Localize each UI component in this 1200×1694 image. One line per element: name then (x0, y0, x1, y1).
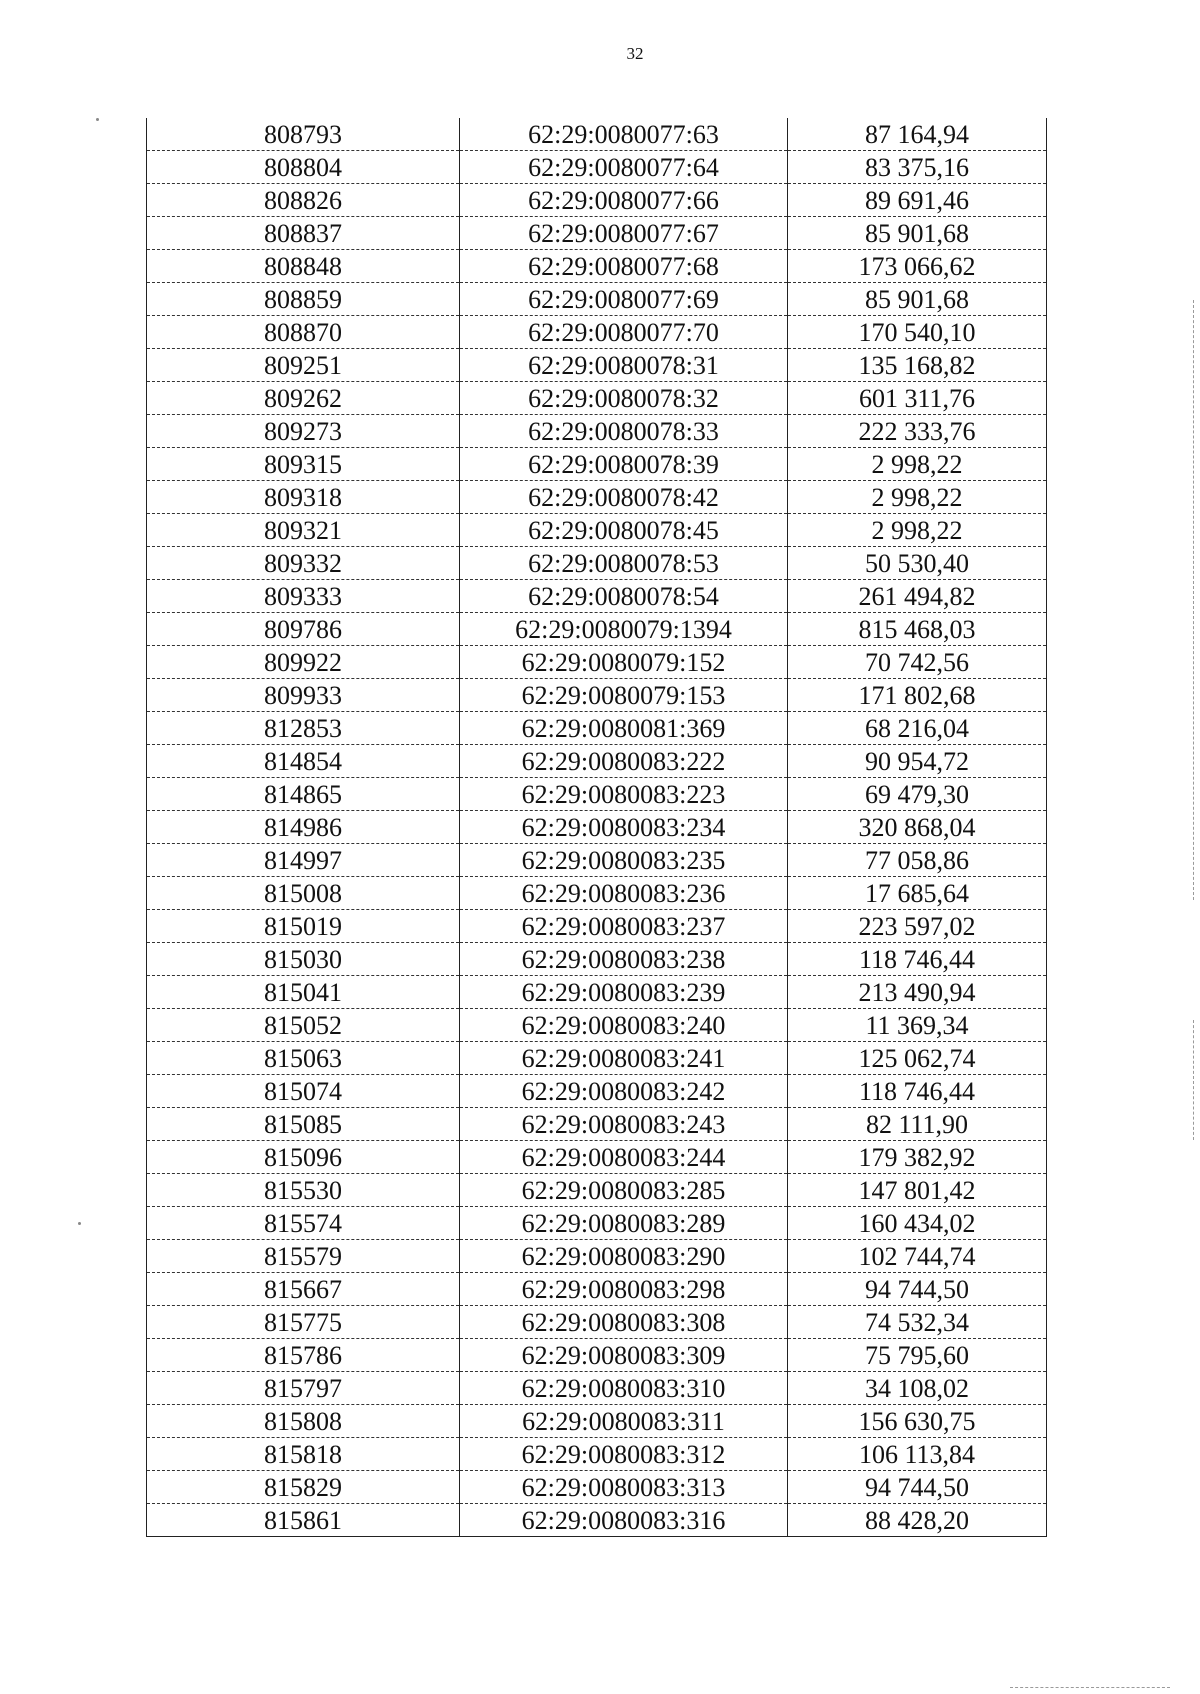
row-id-cell: 815530 (147, 1174, 460, 1207)
cadastral-number-cell: 62:29:0080083:289 (460, 1207, 788, 1240)
table-row (147, 1339, 1047, 1372)
row-id-cell: 815008 (147, 877, 460, 910)
cadastral-number-cell: 62:29:0080083:239 (460, 976, 788, 1009)
value-cell: 179 382,92 (788, 1141, 1047, 1174)
row-id-cell: 815574 (147, 1207, 460, 1240)
row-id-cell: 809262 (147, 382, 460, 415)
table-row (147, 1042, 1047, 1075)
table-row (147, 1009, 1047, 1042)
table-row (147, 1108, 1047, 1141)
table-row (147, 382, 1047, 415)
cadastral-number-cell: 62:29:0080083:241 (460, 1042, 788, 1075)
table-row (147, 580, 1047, 613)
row-id-cell: 812853 (147, 712, 460, 745)
table-row (147, 481, 1047, 514)
row-id-cell: 815052 (147, 1009, 460, 1042)
cadastral-number-cell: 62:29:0080083:243 (460, 1108, 788, 1141)
value-cell: 106 113,84 (788, 1438, 1047, 1471)
row-id-cell: 809332 (147, 547, 460, 580)
value-cell: 94 744,50 (788, 1273, 1047, 1306)
table-row (147, 118, 1047, 151)
table-row (147, 679, 1047, 712)
value-cell: 102 744,74 (788, 1240, 1047, 1273)
table-row (147, 283, 1047, 316)
row-id-cell: 815829 (147, 1471, 460, 1504)
cadastral-number-cell: 62:29:0080078:45 (460, 514, 788, 547)
cadastral-number-cell: 62:29:0080083:244 (460, 1141, 788, 1174)
row-id-cell: 808804 (147, 151, 460, 184)
value-cell: 82 111,90 (788, 1108, 1047, 1141)
value-cell: 118 746,44 (788, 943, 1047, 976)
row-id-cell: 815096 (147, 1141, 460, 1174)
cadastral-number-cell: 62:29:0080083:310 (460, 1372, 788, 1405)
row-id-cell: 808859 (147, 283, 460, 316)
value-cell: 2 998,22 (788, 448, 1047, 481)
table-row (147, 1504, 1047, 1537)
value-cell: 173 066,62 (788, 250, 1047, 283)
table-row (147, 1405, 1047, 1438)
row-id-cell: 809922 (147, 646, 460, 679)
table-row (147, 844, 1047, 877)
cadastral-number-cell: 62:29:0080083:240 (460, 1009, 788, 1042)
table-row (147, 1372, 1047, 1405)
table-row (147, 316, 1047, 349)
value-cell: 160 434,02 (788, 1207, 1047, 1240)
row-id-cell: 815786 (147, 1339, 460, 1372)
value-cell: 2 998,22 (788, 514, 1047, 547)
cadastral-number-cell: 62:29:0080079:152 (460, 646, 788, 679)
table-row (147, 1141, 1047, 1174)
value-cell: 34 108,02 (788, 1372, 1047, 1405)
scan-margin-mark (1193, 300, 1194, 900)
row-id-cell: 809321 (147, 514, 460, 547)
value-cell: 223 597,02 (788, 910, 1047, 943)
cadastral-number-cell: 62:29:0080083:238 (460, 943, 788, 976)
table-row (147, 712, 1047, 745)
cadastral-number-cell: 62:29:0080077:70 (460, 316, 788, 349)
cadastral-number-cell: 62:29:0080078:54 (460, 580, 788, 613)
row-id-cell: 808870 (147, 316, 460, 349)
scan-speck (96, 118, 99, 121)
table-row (147, 415, 1047, 448)
page-number: 32 (626, 44, 644, 63)
cadastral-number-cell: 62:29:0080083:309 (460, 1339, 788, 1372)
table-row (147, 943, 1047, 976)
value-cell: 170 540,10 (788, 316, 1047, 349)
table-row (147, 1273, 1047, 1306)
row-id-cell: 808837 (147, 217, 460, 250)
table-row (147, 910, 1047, 943)
row-id-cell: 815030 (147, 943, 460, 976)
cadastral-number-cell: 62:29:0080078:39 (460, 448, 788, 481)
row-id-cell: 808848 (147, 250, 460, 283)
value-cell: 815 468,03 (788, 613, 1047, 646)
value-cell: 85 901,68 (788, 217, 1047, 250)
row-id-cell: 815775 (147, 1306, 460, 1339)
cadastral-number-cell: 62:29:0080077:67 (460, 217, 788, 250)
cadastral-number-cell: 62:29:0080077:64 (460, 151, 788, 184)
row-id-cell: 814865 (147, 778, 460, 811)
row-id-cell: 809251 (147, 349, 460, 382)
value-cell: 85 901,68 (788, 283, 1047, 316)
value-cell: 88 428,20 (788, 1504, 1047, 1537)
cadastral-number-cell: 62:29:0080079:1394 (460, 613, 788, 646)
row-id-cell: 809318 (147, 481, 460, 514)
cadastral-number-cell: 62:29:0080083:290 (460, 1240, 788, 1273)
cadastral-number-cell: 62:29:0080083:308 (460, 1306, 788, 1339)
row-id-cell: 815797 (147, 1372, 460, 1405)
value-cell: 74 532,34 (788, 1306, 1047, 1339)
table-row (147, 547, 1047, 580)
cadastral-number-cell: 62:29:0080083:237 (460, 910, 788, 943)
cadastral-number-cell: 62:29:0080077:68 (460, 250, 788, 283)
cadastral-number-cell: 62:29:0080083:242 (460, 1075, 788, 1108)
table-row (147, 514, 1047, 547)
value-cell: 261 494,82 (788, 580, 1047, 613)
table-row (147, 1174, 1047, 1207)
cadastral-number-cell: 62:29:0080083:298 (460, 1273, 788, 1306)
cadastral-number-cell: 62:29:0080079:153 (460, 679, 788, 712)
table-row (147, 1207, 1047, 1240)
cadastral-number-cell: 62:29:0080081:369 (460, 712, 788, 745)
row-id-cell: 815019 (147, 910, 460, 943)
value-cell: 118 746,44 (788, 1075, 1047, 1108)
cadastral-number-cell: 62:29:0080083:313 (460, 1471, 788, 1504)
cadastral-number-cell: 62:29:0080077:69 (460, 283, 788, 316)
table-row (147, 184, 1047, 217)
cadastral-number-cell: 62:29:0080077:63 (460, 118, 788, 151)
value-cell: 83 375,16 (788, 151, 1047, 184)
table-row (147, 877, 1047, 910)
cadastral-number-cell: 62:29:0080078:53 (460, 547, 788, 580)
row-id-cell: 814986 (147, 811, 460, 844)
value-cell: 75 795,60 (788, 1339, 1047, 1372)
value-cell: 222 333,76 (788, 415, 1047, 448)
row-id-cell: 815808 (147, 1405, 460, 1438)
table-row (147, 745, 1047, 778)
cadastral-number-cell: 62:29:0080083:236 (460, 877, 788, 910)
row-id-cell: 809786 (147, 613, 460, 646)
table-row (147, 448, 1047, 481)
table-row (147, 1075, 1047, 1108)
table-row (147, 1471, 1047, 1504)
cadastral-number-cell: 62:29:0080083:222 (460, 745, 788, 778)
table-row (147, 1240, 1047, 1273)
data-table (146, 118, 1047, 1537)
table-row (147, 613, 1047, 646)
value-cell: 147 801,42 (788, 1174, 1047, 1207)
row-id-cell: 815818 (147, 1438, 460, 1471)
cadastral-number-cell: 62:29:0080078:42 (460, 481, 788, 514)
value-cell: 125 062,74 (788, 1042, 1047, 1075)
row-id-cell: 809933 (147, 679, 460, 712)
cadastral-number-cell: 62:29:0080083:312 (460, 1438, 788, 1471)
value-cell: 68 216,04 (788, 712, 1047, 745)
value-cell: 77 058,86 (788, 844, 1047, 877)
row-id-cell: 815861 (147, 1504, 460, 1537)
cadastral-number-cell: 62:29:0080083:223 (460, 778, 788, 811)
row-id-cell: 809333 (147, 580, 460, 613)
row-id-cell: 808793 (147, 118, 460, 151)
table-row (147, 646, 1047, 679)
table-row (147, 811, 1047, 844)
row-id-cell: 815063 (147, 1042, 460, 1075)
value-cell: 89 691,46 (788, 184, 1047, 217)
row-id-cell: 815579 (147, 1240, 460, 1273)
table-row (147, 250, 1047, 283)
value-cell: 70 742,56 (788, 646, 1047, 679)
scan-speck (78, 1222, 81, 1225)
value-cell: 601 311,76 (788, 382, 1047, 415)
value-cell: 2 998,22 (788, 481, 1047, 514)
cadastral-number-cell: 62:29:0080083:285 (460, 1174, 788, 1207)
table-row (147, 1306, 1047, 1339)
value-cell: 94 744,50 (788, 1471, 1047, 1504)
value-cell: 87 164,94 (788, 118, 1047, 151)
scan-margin-mark (1193, 1020, 1194, 1140)
value-cell: 320 868,04 (788, 811, 1047, 844)
cadastral-number-cell: 62:29:0080078:33 (460, 415, 788, 448)
value-cell: 17 685,64 (788, 877, 1047, 910)
row-id-cell: 815041 (147, 976, 460, 1009)
value-cell: 50 530,40 (788, 547, 1047, 580)
cadastral-number-cell: 62:29:0080078:32 (460, 382, 788, 415)
row-id-cell: 809315 (147, 448, 460, 481)
table-row (147, 217, 1047, 250)
row-id-cell: 814997 (147, 844, 460, 877)
scan-edge-mark (1010, 1687, 1170, 1688)
table-body (147, 118, 1047, 1537)
table-row (147, 778, 1047, 811)
row-id-cell: 808826 (147, 184, 460, 217)
table-row (147, 151, 1047, 184)
cadastral-number-cell: 62:29:0080083:235 (460, 844, 788, 877)
value-cell: 69 479,30 (788, 778, 1047, 811)
value-cell: 156 630,75 (788, 1405, 1047, 1438)
table-row (147, 1438, 1047, 1471)
row-id-cell: 815074 (147, 1075, 460, 1108)
cadastral-number-cell: 62:29:0080083:234 (460, 811, 788, 844)
table-row (147, 349, 1047, 382)
value-cell: 90 954,72 (788, 745, 1047, 778)
value-cell: 135 168,82 (788, 349, 1047, 382)
row-id-cell: 815667 (147, 1273, 460, 1306)
value-cell: 171 802,68 (788, 679, 1047, 712)
value-cell: 11 369,34 (788, 1009, 1047, 1042)
table-row (147, 976, 1047, 1009)
row-id-cell: 814854 (147, 745, 460, 778)
cadastral-number-cell: 62:29:0080083:316 (460, 1504, 788, 1537)
cadastral-number-cell: 62:29:0080077:66 (460, 184, 788, 217)
cadastral-number-cell: 62:29:0080078:31 (460, 349, 788, 382)
row-id-cell: 815085 (147, 1108, 460, 1141)
value-cell: 213 490,94 (788, 976, 1047, 1009)
row-id-cell: 809273 (147, 415, 460, 448)
cadastral-number-cell: 62:29:0080083:311 (460, 1405, 788, 1438)
